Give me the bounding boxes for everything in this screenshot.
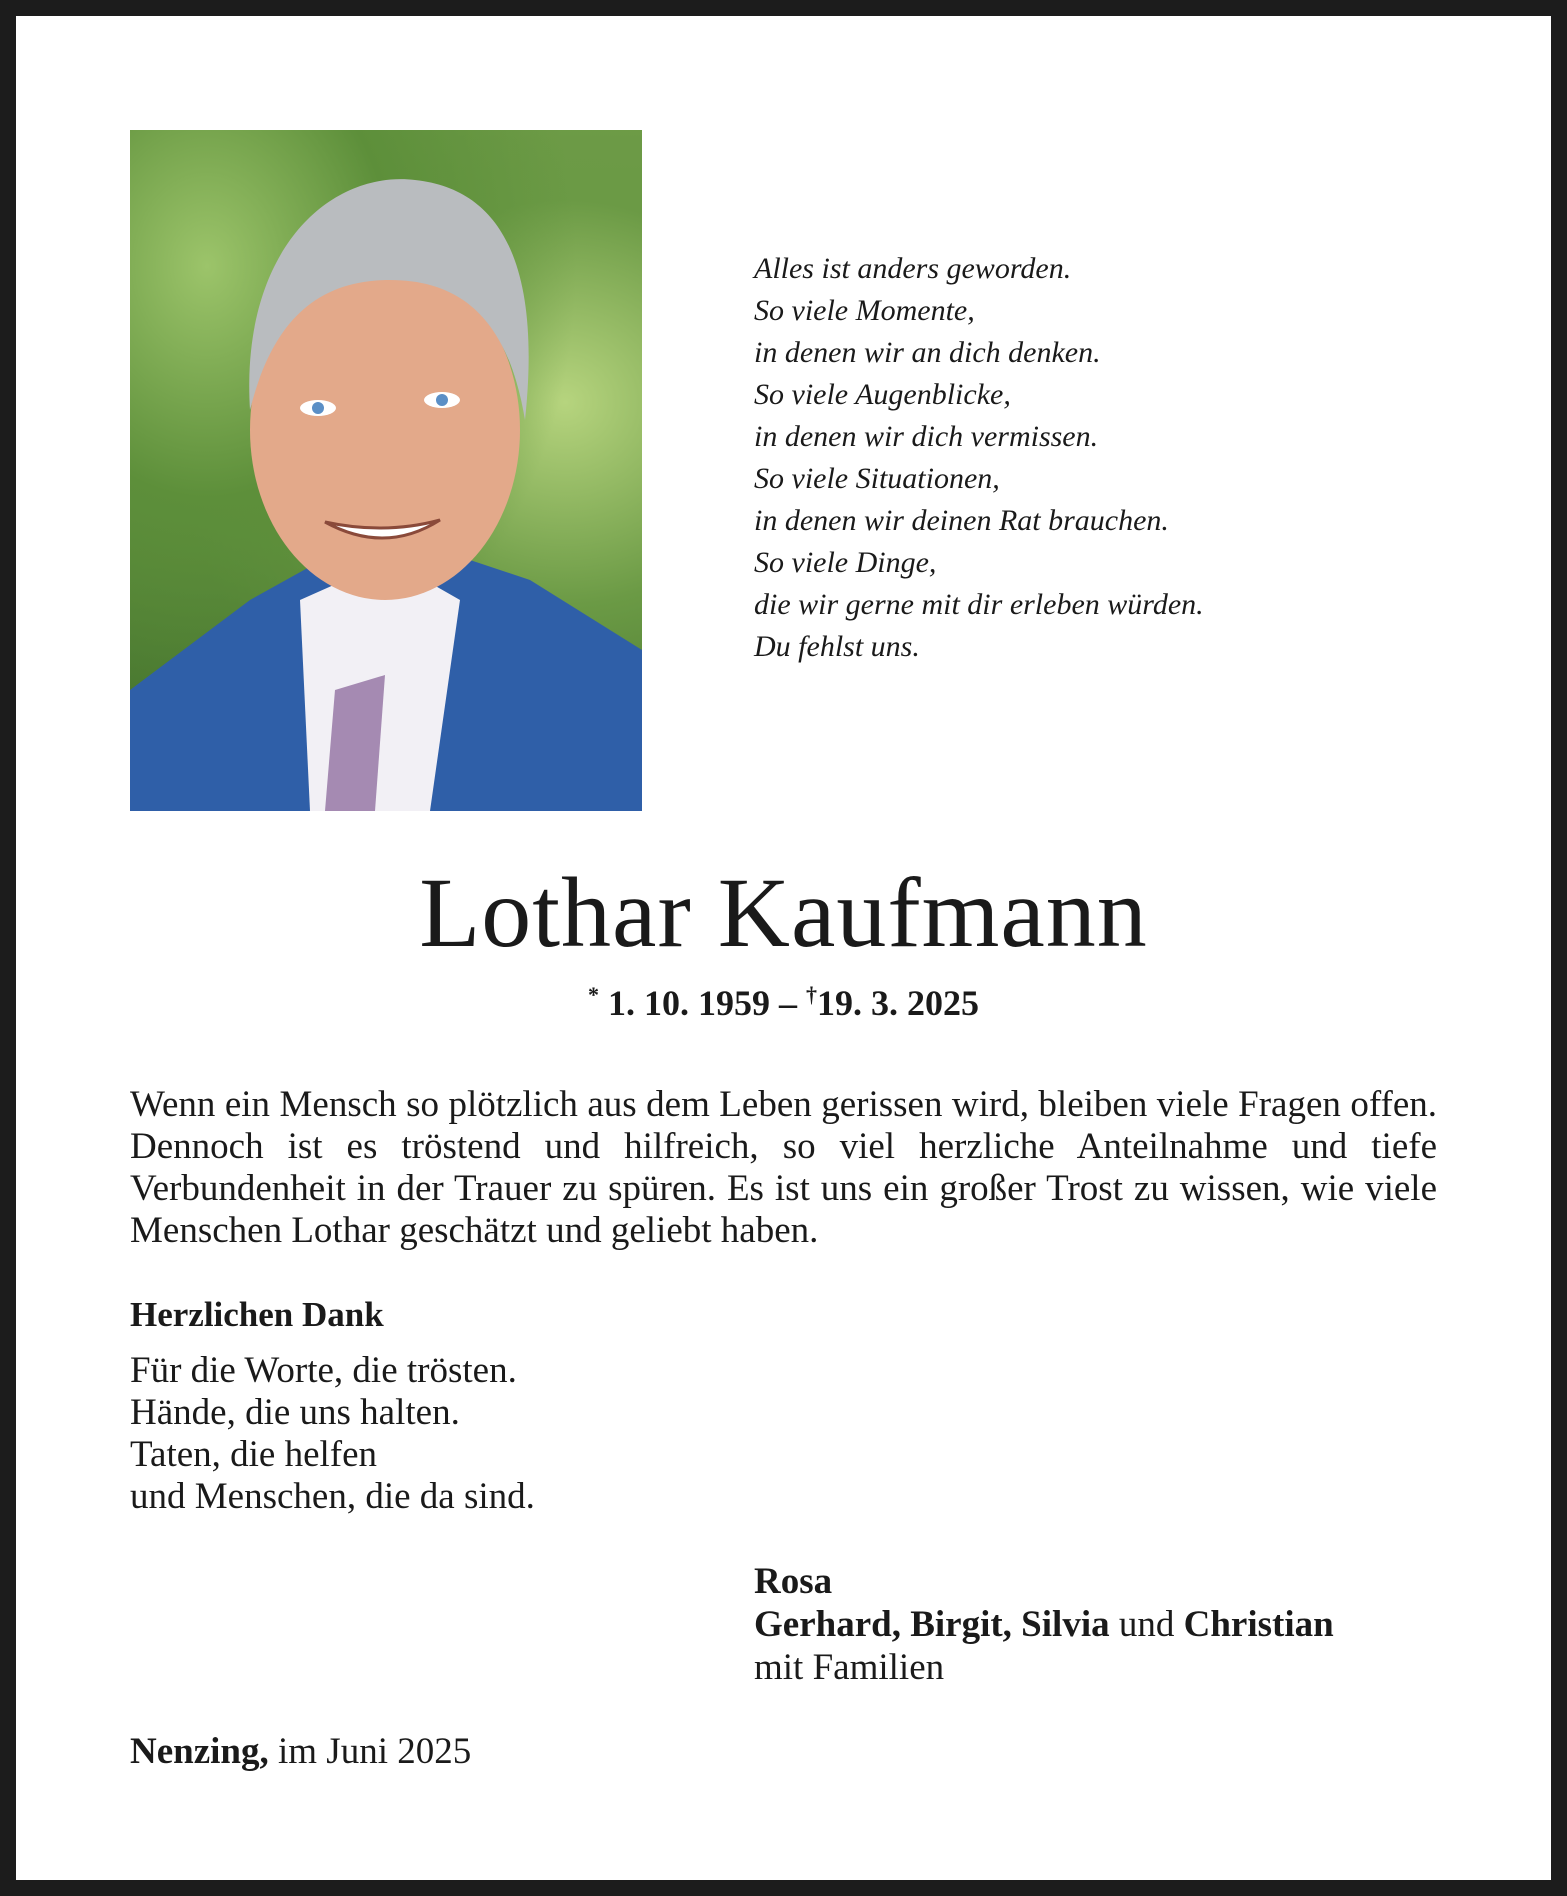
poem-line: So viele Dinge, [754,546,937,579]
poem-line: So viele Situationen, [754,462,1000,495]
place-date-text: im Juni 2025 [278,1731,472,1772]
place-town: Nenzing, [130,1731,269,1772]
date-separator: – [779,983,797,1023]
thanks-line: und Menschen, die da sind. [130,1476,535,1517]
portrait-photo [130,130,642,811]
birth-symbol: * [588,982,599,1007]
signature-and: und [1118,1604,1175,1645]
memorial-poem [754,248,1204,668]
deceased-name: Lothar Kaufmann [419,857,1148,968]
birth-date: 1. 10. 1959 [608,983,770,1023]
poem-line: So viele Momente, [754,294,975,327]
poem-line: So viele Augenblicke, [754,378,1011,411]
signature-last: Christian [1183,1604,1334,1645]
thanks-heading: Herzlichen Dank [130,1295,384,1334]
signature-block [754,1560,1334,1689]
signature-first: Rosa [754,1561,833,1602]
signature-families: mit Familien [754,1647,945,1688]
life-dates [0,982,1567,1024]
poem-line: Du fehlst uns. [754,630,920,663]
thanks-line: Taten, die helfen [130,1434,378,1475]
death-date: 19. 3. 2025 [817,983,979,1023]
poem-line: in denen wir an dich denken. [754,336,1101,369]
poem-line: in denen wir deinen Rat brauchen. [754,504,1169,537]
poem-line: in denen wir dich vermissen. [754,420,1099,453]
thanks-line: Für die Worte, die trösten. [130,1350,517,1391]
signature-names: Gerhard, Birgit, Silvia [754,1604,1110,1645]
poem-line: Alles ist anders geworden. [754,252,1072,285]
body-text: Wenn ein Mensch so plötzlich aus dem Leben gerissen wird, bleiben viele Fragen offen. Dennoch ist es tröstend und hilfreich, so viel herzliche Anteilnahme und tiefe Verbundenheit in der Trauer zu spüren. Es ist uns ein großer Trost zu wissen, wie viele Menschen Lothar geschätzt und geliebt haben. [130,1084,1437,1251]
thanks-line: Hände, die uns halten. [130,1392,460,1433]
death-symbol: † [806,982,817,1007]
poem-line: die wir gerne mit dir erleben würden. [754,588,1204,621]
thanks-verse [130,1350,535,1518]
place-date [130,1730,471,1773]
